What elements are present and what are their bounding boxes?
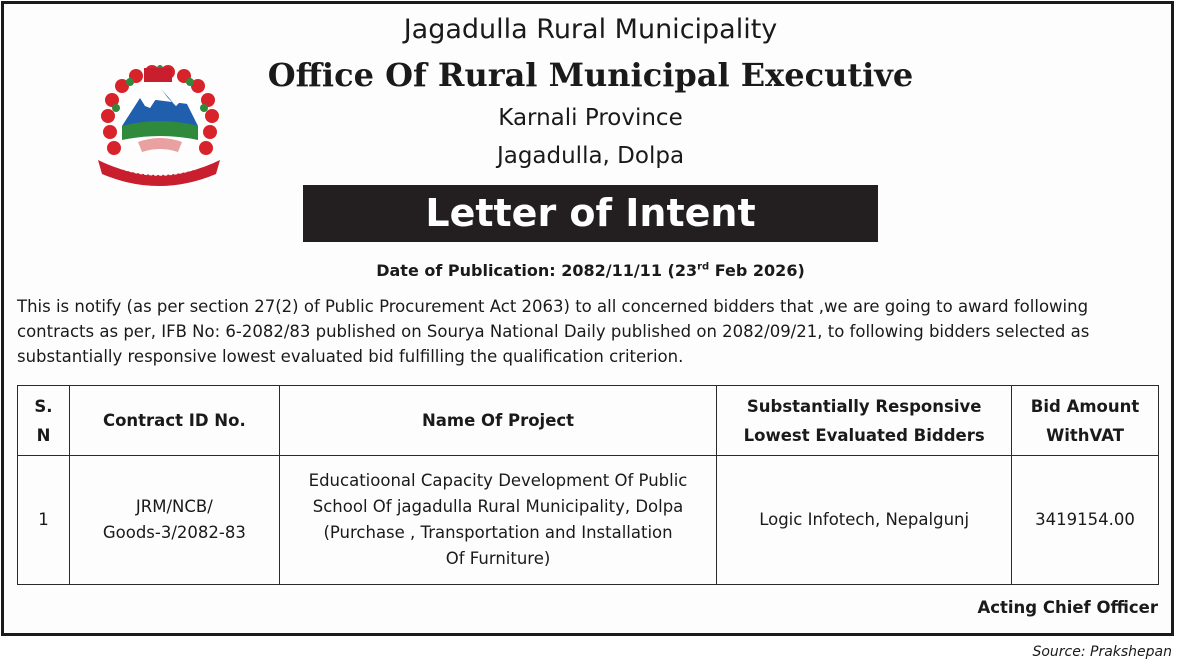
cell-contract-id: JRM/NCB/ Goods-3/2082-83 xyxy=(69,456,279,585)
table-header-row xyxy=(18,386,1159,456)
header-bid-amount: Bid Amount WithVAT xyxy=(1012,386,1159,456)
cell-project-name: Educatioonal Capacity Development Of Public School Of jagadulla Rural Municipality, Dolpa (Purchase , Transportation and Installation Of Furniture) xyxy=(279,456,717,585)
letter-of-intent-banner: Letter of Intent xyxy=(303,185,878,242)
header-project-name: Name Of Project xyxy=(279,386,717,456)
cell-sn: 1 xyxy=(18,456,70,585)
publication-date xyxy=(0,261,1181,280)
cell-bidder: Logic Infotech, Nepalgunj xyxy=(717,456,1012,585)
header-bidder: Substantially Responsive Lowest Evaluated Bidders xyxy=(717,386,1012,456)
publication-date-sup: rd xyxy=(697,261,710,273)
publication-date-prefix: Date of Publication: 2082/11/11 (23 xyxy=(376,261,698,280)
source-credit: Source: Prakshepan xyxy=(1032,644,1172,660)
award-table xyxy=(17,385,1159,585)
office-name: Office Of Rural Municipal Executive xyxy=(267,56,914,94)
cell-bid-amount: 3419154.00 xyxy=(1012,456,1159,585)
header-sn: S. N xyxy=(18,386,70,456)
header-contract-id: Contract ID No. xyxy=(69,386,279,456)
notice-body: This is notify (as per section 27(2) of Public Procurement Act 2063) to all concerned bidders that ,we are going to award following contracts as per, IFB No: 6-2082/83 published on Sourya National Daily published on 2082/09/21, to following bidders selected as substantially responsive lowest evaluated bid fulfilling the qualification criterion. xyxy=(17,297,1090,366)
publication-date-suffix: Feb 2026) xyxy=(709,261,805,280)
province-name: Karnali Province xyxy=(498,105,683,131)
signatory: Acting Chief Officer xyxy=(977,598,1158,617)
location-name: Jagadulla, Dolpa xyxy=(496,143,685,169)
municipality-name: Jagadulla Rural Municipality xyxy=(403,14,778,45)
table-row xyxy=(18,456,1159,585)
